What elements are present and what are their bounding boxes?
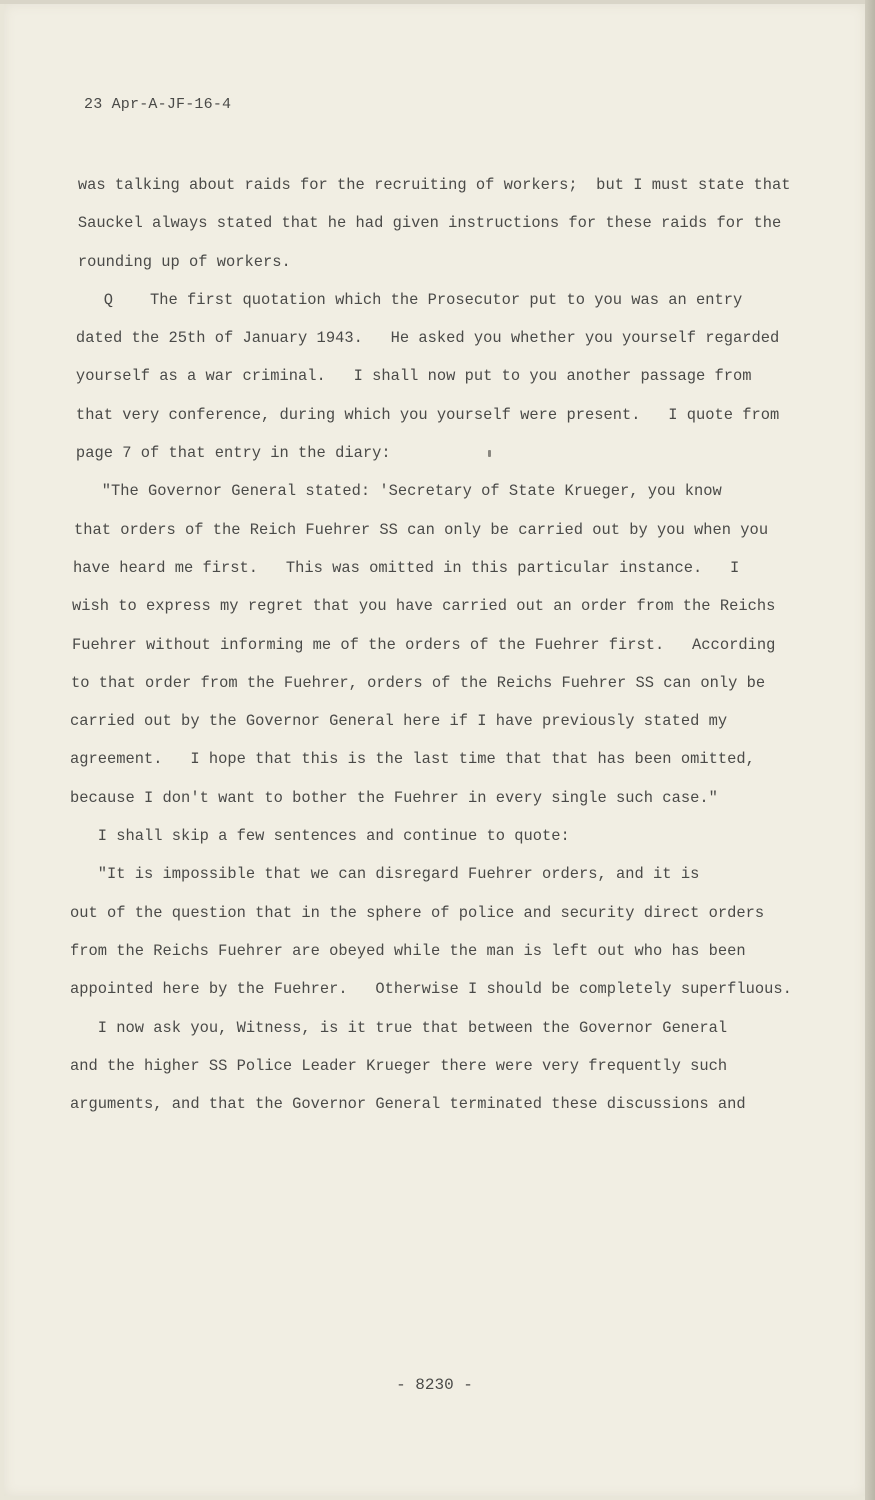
page-number: - 8230 - xyxy=(396,1376,473,1394)
transcript-body xyxy=(70,166,830,1123)
text-line: rounding up of workers. xyxy=(77,252,291,271)
text-line: to that order from the Fuehrer, orders of the Reichs Fuehrer SS can only be xyxy=(70,673,766,692)
text-line: arguments, and that the Governor General terminated these discussions and xyxy=(70,1095,746,1114)
document-page xyxy=(4,4,865,1496)
text-line: that very conference, during which you yourself were present. I quote from xyxy=(75,405,780,424)
text-line: page 7 of that entry in the diary: xyxy=(75,444,391,463)
text-line: because I don't want to bother the Fuehrer in every single such case." xyxy=(70,788,718,807)
text-line: agreement. I hope that this is the last time that that has been omitted, xyxy=(70,750,755,769)
text-line: out of the question that in the sphere of police and security direct orders xyxy=(70,903,765,922)
text-line: I now ask you, Witness, is it true that between the Governor General xyxy=(70,1018,728,1037)
text-line: carried out by the Governor General here if I have previously stated my xyxy=(70,712,728,731)
text-line: "The Governor General stated: 'Secretary of State Krueger, you know xyxy=(73,482,722,501)
text-line: was talking about raids for the recruiting of workers; but I must state that xyxy=(77,176,791,194)
ink-mark xyxy=(488,450,491,457)
text-line: have heard me first. This was omitted in this particular instance. I xyxy=(72,558,740,577)
text-line: "It is impossible that we can disregard Fuehrer orders, and it is xyxy=(70,865,700,884)
text-line: dated the 25th of January 1943. He asked you whether you yourself regarded xyxy=(75,329,780,348)
text-line: appointed here by the Fuehrer. Otherwise I should be completely superfluous. xyxy=(70,980,792,999)
text-line: from the Reichs Fuehrer are obeyed while the man is left out who has been xyxy=(70,941,746,960)
text-line: yourself as a war criminal. I shall now put to you another passage from xyxy=(75,367,752,386)
document-reference: 23 Apr-A-JF-16-4 xyxy=(84,96,232,113)
page-right-edge xyxy=(865,0,875,1500)
text-line: Fuehrer without informing me of the orders of the Fuehrer first. According xyxy=(71,635,776,654)
text-line: that orders of the Reich Fuehrer SS can only be carried out by you when you xyxy=(73,520,769,539)
text-line: I shall skip a few sentences and continue to quote: xyxy=(70,827,570,846)
text-line: wish to express my regret that you have carried out an order from the Reichs xyxy=(71,597,776,616)
text-line: Q The first quotation which the Prosecutor put to you was an entry xyxy=(75,290,743,309)
text-line: and the higher SS Police Leader Krueger there were very frequently such xyxy=(70,1056,728,1075)
text-line: Sauckel always stated that he had given instructions for these raids for the xyxy=(77,214,782,233)
